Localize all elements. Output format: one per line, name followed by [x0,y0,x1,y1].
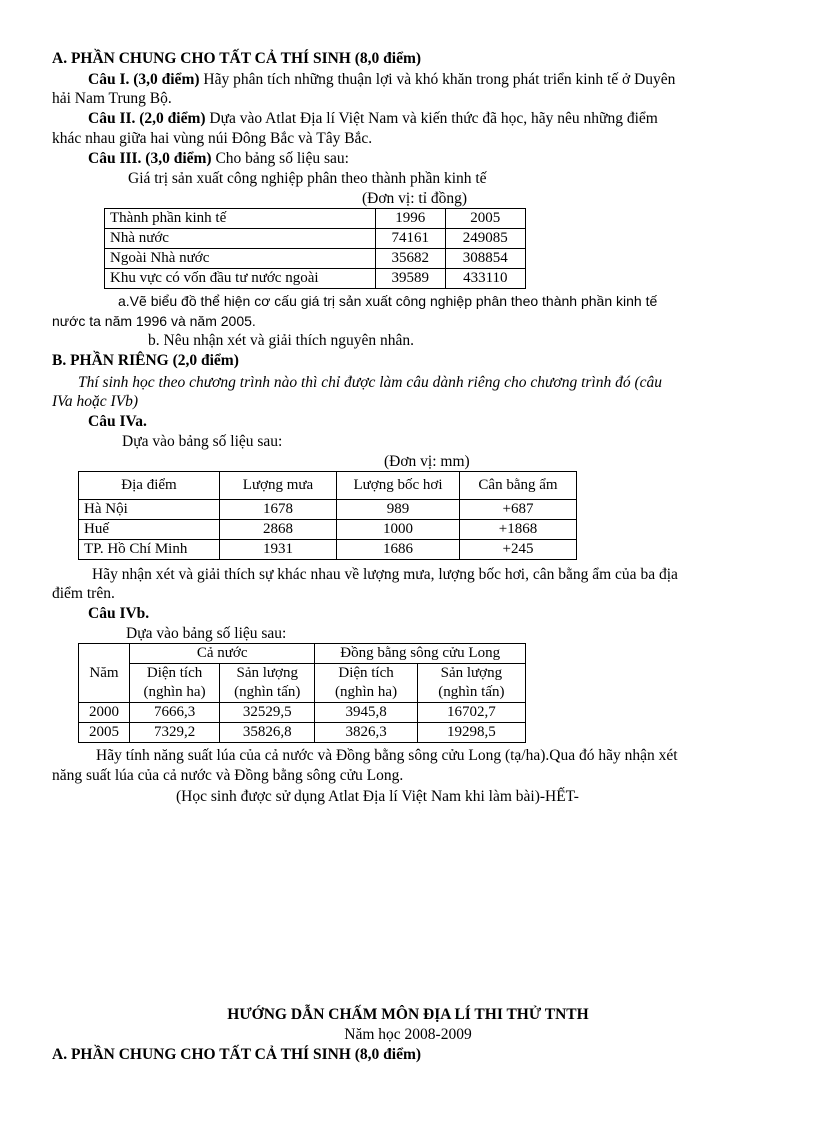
question-4a-intro: Dựa vào bảng số liệu sau: [122,433,283,450]
section-b-title: B. PHẦN RIÊNG (2,0 điểm) [52,352,239,369]
answer-key-section-a-title: A. PHẦN CHUNG CHO TẤT CẢ THÍ SINH (8,0 điểm) [52,1046,422,1063]
table-cell: 2005 [79,723,130,743]
table-cell: 32529,5 [220,703,315,723]
question-2-line-1 [88,109,658,128]
table-cell: 989 [337,500,460,520]
table-cell: 3826,3 [315,723,417,743]
table-cell: 19298,5 [417,723,525,743]
section-b-note-line-2: IVa hoặc IVb) [52,393,139,410]
table-header-row [79,644,526,664]
question-3-line [88,149,349,168]
question-4a-line-2: điểm trên. [52,585,115,602]
table-cell: 1931 [220,540,337,560]
table-1-unit: (Đơn vị: tỉ đồng) [362,190,468,207]
question-4b-label: Câu IVb. [88,605,150,622]
table-header-cell: Địa điểm [79,472,220,500]
table-row [105,229,526,249]
question-3-part-b: b. Nêu nhận xét và giải thích nguyên nhân. [148,332,415,349]
question-3-part-a-line-1: a.Vẽ biểu đồ thể hiện cơ cấu giá trị sản xuất công nghiệp phân theo thành phần kinh tế [118,293,658,309]
table-cell: 74161 [376,229,446,249]
table-cell: 35826,8 [220,723,315,743]
question-2-label: Câu II. (2,0 điểm) [88,110,206,127]
table-subheader-row [79,683,526,703]
footer-note: (Học sinh được sử dụng Atlat Địa lí Việt Nam khi làm bài)-HẾT- [176,788,579,805]
question-3-text: Cho bảng số liệu sau: [211,150,349,167]
table-header-cell: Sản lượng [417,664,525,684]
rice-production-table [78,643,526,743]
table-cell: 2000 [79,703,130,723]
table-cell: +687 [460,500,577,520]
table-row [79,500,577,520]
section-b-note-line-1: Thí sinh học theo chương trình nào thì chỉ được làm câu dành riêng cho chương trình đó (câu [78,374,663,391]
industry-value-table [104,208,526,289]
table-cell: 3945,8 [315,703,417,723]
answer-key-year: Năm học 2008-2009 [344,1026,472,1043]
question-1-line-1 [88,70,675,89]
table-cell: Khu vực có vốn đầu tư nước ngoài [105,269,376,289]
table-header-cell: Lượng mưa [220,472,337,500]
table-row [79,520,577,540]
question-4b-line-2: năng suất lúa của cả nước và Đồng bằng sông cửu Long. [52,767,404,784]
table-row [105,249,526,269]
table-cell: 39589 [376,269,446,289]
table-header-cell: (nghìn ha) [130,683,220,703]
table-1-title: Giá trị sản xuất công nghiệp phân theo thành phần kinh tế [128,170,487,187]
table-cell: +245 [460,540,577,560]
table-header-cell: Năm [79,644,130,703]
table-cell: 2868 [220,520,337,540]
table-header-cell: 2005 [445,209,525,229]
table-2-unit: (Đơn vị: mm) [384,453,470,470]
question-4a-line-1: Hãy nhận xét và giải thích sự khác nhau về lượng mưa, lượng bốc hơi, cân bằng ẩm của ba địa [92,566,678,583]
question-4a-label: Câu IVa. [88,413,147,430]
table-header-cell: Thành phần kinh tế [105,209,376,229]
table-cell: Huế [79,520,220,540]
table-cell: 1686 [337,540,460,560]
table-header-cell: Lượng bốc hơi [337,472,460,500]
table-header-cell: Diện tích [315,664,417,684]
table-cell: 7329,2 [130,723,220,743]
table-cell: 35682 [376,249,446,269]
table-row [79,540,577,560]
table-cell: Nhà nước [105,229,376,249]
table-cell: 16702,7 [417,703,525,723]
table-header-row [105,209,526,229]
question-3-label: Câu III. (3,0 điểm) [88,150,212,167]
section-a-title: A. PHẦN CHUNG CHO TẤT CẢ THÍ SINH (8,0 điểm) [52,50,422,67]
table-header-cell: Cả nước [130,644,315,664]
table-cell: 1000 [337,520,460,540]
table-header-cell: Cân bằng ẩm [460,472,577,500]
question-1-line-2: hải Nam Trung Bộ. [52,90,172,107]
table-cell: 433110 [445,269,525,289]
table-subheader-row [79,664,526,684]
question-2-line-2: khác nhau giữa hai vùng núi Đông Bắc và Tây Bắc. [52,130,373,147]
table-row [79,723,526,743]
humidity-balance-table [78,471,577,560]
table-header-row [79,472,577,500]
table-cell: 308854 [445,249,525,269]
table-row [79,703,526,723]
question-2-text: Dựa vào Atlat Địa lí Việt Nam và kiến thức đã học, hãy nêu những điểm [205,110,658,127]
table-cell: 1678 [220,500,337,520]
question-3-part-a-line-2: nước ta năm 1996 và năm 2005. [52,313,256,329]
question-1-text: Hãy phân tích những thuận lợi và khó khăn trong phát triển kinh tế ở Duyên [199,71,676,88]
table-cell: TP. Hồ Chí Minh [79,540,220,560]
table-header-cell: Diện tích [130,664,220,684]
table-header-cell: (nghìn tấn) [220,683,315,703]
table-row [105,269,526,289]
table-header-cell: (nghìn ha) [315,683,417,703]
table-header-cell: Sản lượng [220,664,315,684]
table-header-cell: Đồng bằng sông cửu Long [315,644,526,664]
table-cell: 7666,3 [130,703,220,723]
table-cell: Ngoài Nhà nước [105,249,376,269]
answer-key-title: HƯỚNG DẪN CHẤM MÔN ĐỊA LÍ THI THỬ TNTH [227,1006,589,1023]
question-4b-intro: Dựa vào bảng số liệu sau: [126,625,287,642]
table-cell: +1868 [460,520,577,540]
question-1-label: Câu I. (3,0 điểm) [88,71,200,88]
table-header-cell: 1996 [376,209,446,229]
table-cell: 249085 [445,229,525,249]
table-header-cell: (nghìn tấn) [417,683,525,703]
question-4b-line-1: Hãy tính năng suất lúa của cả nước và Đồng bằng sông cửu Long (tạ/ha).Qua đó hãy nhận xét [96,747,678,764]
table-cell: Hà Nội [79,500,220,520]
